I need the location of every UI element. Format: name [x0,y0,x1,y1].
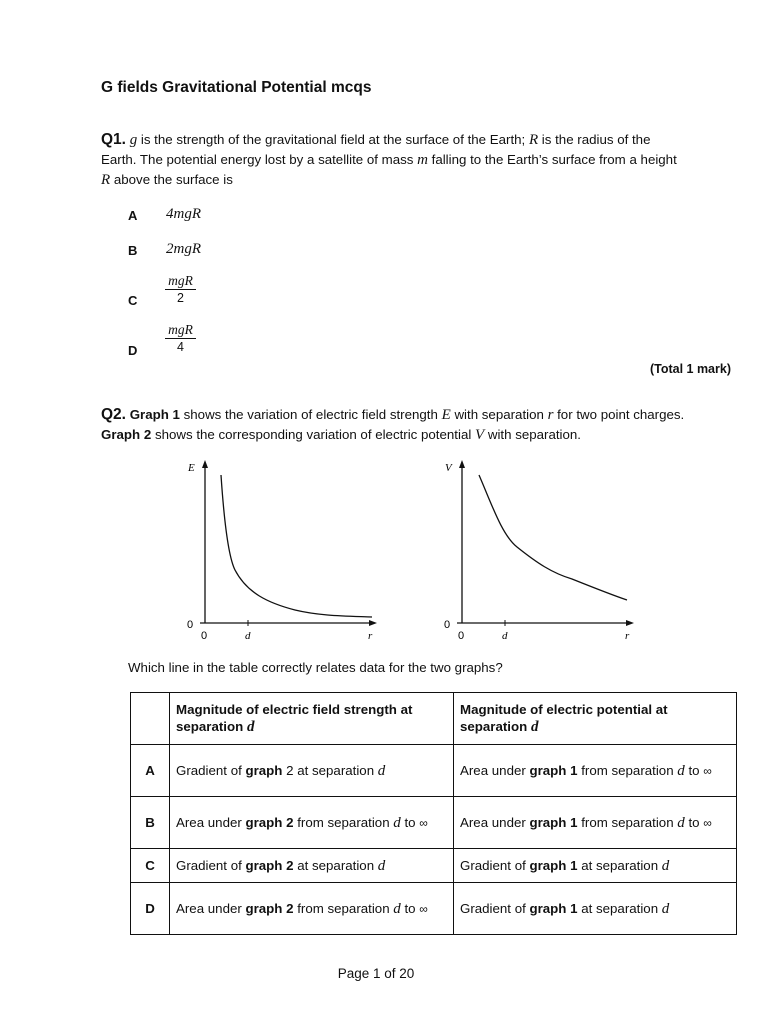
header-cell [170,693,454,745]
y-origin-label: 0 [187,619,194,631]
y-axis-arrow [459,460,465,468]
text-run: Magnitude of electric field strength at separation [176,702,413,734]
q1-stem-line1 [130,132,651,147]
text-run: Gradient of [176,762,246,778]
text-run: to [400,900,420,916]
e-curve [221,475,372,617]
math-symbol: d [377,857,386,874]
math-symbol: E [441,407,451,423]
table-header-row [131,693,737,745]
text-run: Area under [176,900,246,916]
text-run: above the surface is [110,172,233,187]
table-row[interactable] [131,849,737,883]
row-letter: D [131,883,170,935]
math-symbol: d [377,762,386,779]
text-run: from separation [577,762,678,778]
q2-stem [101,405,741,445]
math-symbol: d [393,814,401,831]
math-symbol: R [528,132,539,148]
y-axis-label: V [445,462,452,474]
text-run: to [400,814,420,830]
text-run: graph 2 [245,857,294,873]
y-axis-arrow [202,460,208,468]
text-run: Graph 1 [129,407,180,422]
q1-total-mark: (Total 1 mark) [649,362,731,376]
text-run: for two point charges. [553,407,685,422]
answer-table [130,692,737,935]
page-title: G fields Gravitational Potential mcqs [101,79,372,96]
option-letter: D [128,343,138,358]
row-cell [454,849,737,883]
text-run: 2 at separation [282,762,378,778]
text-run: graph 1 [529,857,578,873]
option-text: 2mgR [166,241,201,257]
q1-stem [101,130,741,190]
text-run: with separation [450,407,548,422]
text-run: Gradient of [460,900,530,916]
row-cell [454,883,737,935]
header-cell [454,693,737,745]
y-axis-label: E [188,462,195,474]
fraction-bar [165,289,196,290]
infinity-symbol: ∞ [703,815,712,830]
text-run: shows the variation of electric field strength [179,407,442,422]
text-run: Gradient of [460,857,530,873]
option-letter: B [128,243,138,258]
header-blank-cell [131,693,170,745]
fraction-bar [165,338,196,339]
math-symbol: R [101,172,111,188]
infinity-symbol: ∞ [703,763,712,778]
math-symbol: r [547,407,554,423]
row-cell [454,797,737,849]
option-fraction [165,322,196,354]
math-symbol: d [530,719,539,735]
page-footer: Page 1 of 20 [337,966,415,981]
text-run: Area under [460,814,530,830]
q2-prompt: Which line in the table correctly relates data for the two graphs? [128,660,503,675]
math-symbol: d [661,900,670,917]
text-run: Area under [176,814,246,830]
graph-1 [180,455,380,650]
math-symbol: d [246,719,255,735]
text-run: Area under [460,762,530,778]
math-symbol: d [677,762,685,779]
math-symbol: d [661,857,670,874]
option-letter: A [128,208,138,223]
graph-2 [437,455,637,650]
text-run: Earth. The potential energy lost by a satellite of mass [101,152,418,167]
row-cell [454,745,737,797]
text-run: falling to the Earth’s surface from a height [427,152,677,167]
d-label: d [502,630,508,642]
row-cell [170,745,454,797]
text-run: from separation [293,814,394,830]
row-letter: B [131,797,170,849]
x-axis-arrow [626,620,634,626]
y-origin-label: 0 [444,619,451,631]
option-letter: C [128,293,138,308]
text-run: graph 2 [245,900,294,916]
text-run: graph [245,762,283,778]
text-run: Magnitude of electric potential at separation [460,702,668,734]
math-symbol: g [129,132,138,148]
math-symbol: V [475,427,485,443]
text-run: shows the corresponding variation of electric potential [151,427,475,442]
text-run: graph 1 [529,900,578,916]
math-symbol: m [417,152,428,168]
table-row[interactable] [131,745,737,797]
text-run: from separation [293,900,394,916]
text-run: from separation [577,814,678,830]
math-symbol: d [393,900,401,917]
math-symbol: d [677,814,685,831]
v-curve [479,475,627,600]
text-run: graph 2 [245,814,294,830]
fraction-numerator: mgR [168,273,193,288]
q2-stem-line2 [101,425,741,445]
option-fraction [165,273,196,305]
row-cell [170,883,454,935]
fraction-numerator: mgR [168,322,193,337]
q1-stem-line3 [101,170,741,190]
text-run: Gradient of [176,857,246,873]
q2-label: Q2. [101,406,126,423]
text-run: to [684,762,704,778]
row-cell [170,849,454,883]
text-run: with separation. [484,427,581,442]
q1-label: Q1. [101,131,126,148]
infinity-symbol: ∞ [419,815,428,830]
fraction-denominator: 2 [177,291,184,305]
text-run: to [684,814,704,830]
d-label: d [245,630,251,642]
q1-stem-line2 [101,150,741,170]
row-letter: C [131,849,170,883]
table-row[interactable] [131,797,737,849]
text-run: is the radius of the [538,132,651,147]
x-origin-label: 0 [458,630,465,642]
text-run: at separation [577,857,662,873]
text-run: graph 1 [529,814,578,830]
x-axis-label: r [625,630,630,642]
x-axis-label: r [368,630,373,642]
text-run: at separation [577,900,662,916]
text-run: is the strength of the gravitational field at the surface of the Earth; [137,132,529,147]
option-text: 4mgR [166,206,201,222]
x-axis-arrow [369,620,377,626]
table-row[interactable] [131,883,737,935]
text-run: graph 1 [529,762,578,778]
row-cell [170,797,454,849]
row-letter: A [131,745,170,797]
text-run: Graph 2 [101,427,152,442]
x-origin-label: 0 [201,630,208,642]
q2-stem-line1 [130,407,685,422]
fraction-denominator: 4 [177,340,184,354]
text-run: at separation [293,857,378,873]
infinity-symbol: ∞ [419,901,428,916]
